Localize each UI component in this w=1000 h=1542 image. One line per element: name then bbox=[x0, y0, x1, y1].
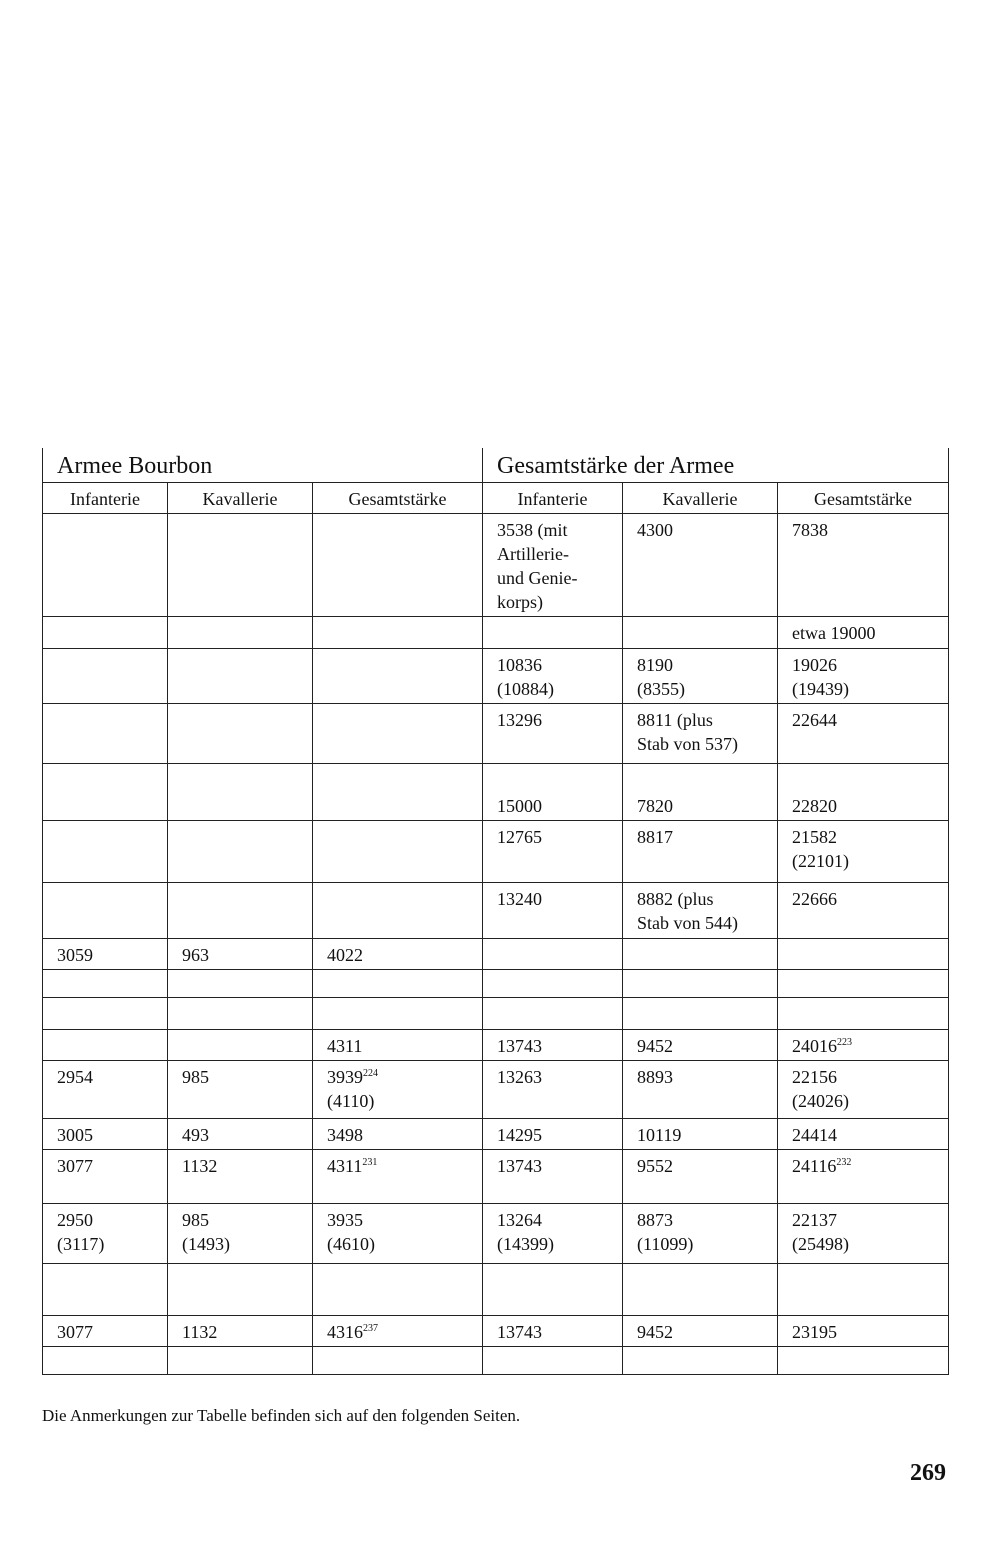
table-cell bbox=[313, 1264, 483, 1316]
cell-value: 2954 bbox=[57, 1067, 93, 1087]
table-cell bbox=[43, 939, 168, 970]
table-cell bbox=[168, 998, 313, 1030]
cell-value: 8873 bbox=[637, 1210, 673, 1230]
table-cell bbox=[43, 998, 168, 1030]
table-cell bbox=[778, 649, 949, 704]
table-row bbox=[43, 1264, 949, 1316]
group-header-gesamtstaerke: Gesamtstärke der Armee bbox=[483, 448, 949, 483]
table-cell bbox=[778, 998, 949, 1030]
cell-value: 23195 bbox=[792, 1322, 837, 1342]
table-cell bbox=[623, 514, 778, 617]
cell-value: Stab von 544) bbox=[637, 913, 738, 933]
cell-value: 3059 bbox=[57, 945, 93, 965]
table-row bbox=[43, 1030, 949, 1061]
table-footnote: Die Anmerkungen zur Tabelle befinden sich auf den folgenden Seiten. bbox=[42, 1406, 521, 1425]
table-cell bbox=[313, 1030, 483, 1061]
table-row bbox=[43, 970, 949, 998]
cell-value: (14399) bbox=[497, 1234, 554, 1254]
table-cell bbox=[623, 821, 778, 883]
footnote-marker: 224 bbox=[363, 1068, 378, 1079]
cell-value: etwa 19000 bbox=[792, 623, 876, 643]
table-cell bbox=[168, 514, 313, 617]
table-cell bbox=[778, 1347, 949, 1375]
cell-value: 1132 bbox=[182, 1322, 218, 1342]
cell-value: (11099) bbox=[637, 1234, 694, 1254]
table-cell bbox=[43, 1347, 168, 1375]
table-cell bbox=[168, 1347, 313, 1375]
table-cell bbox=[623, 1347, 778, 1375]
table-row bbox=[43, 704, 949, 764]
cell-value: Artillerie- bbox=[497, 544, 569, 564]
cell-value: 22137 bbox=[792, 1210, 837, 1230]
column-header: Kavallerie bbox=[168, 483, 313, 514]
cell-value: 4311 bbox=[327, 1036, 363, 1056]
cell-value: 8817 bbox=[637, 827, 673, 847]
table-cell bbox=[313, 1150, 483, 1204]
table-cell bbox=[623, 1204, 778, 1264]
cell-value: 8190 bbox=[637, 655, 673, 675]
table-cell bbox=[483, 1316, 623, 1347]
table-cell bbox=[778, 1204, 949, 1264]
table-row bbox=[43, 998, 949, 1030]
cell-value: 13296 bbox=[497, 710, 542, 730]
cell-value: korps) bbox=[497, 592, 543, 612]
table-row bbox=[43, 1150, 949, 1204]
table-cell bbox=[483, 617, 623, 649]
table-cell bbox=[483, 649, 623, 704]
table-cell bbox=[43, 1061, 168, 1119]
cell-value: (19439) bbox=[792, 679, 849, 699]
cell-value: 13240 bbox=[497, 889, 542, 909]
group-header-row bbox=[43, 448, 949, 483]
cell-value: 12765 bbox=[497, 827, 542, 847]
cell-value: 493 bbox=[182, 1125, 209, 1145]
table-cell bbox=[483, 970, 623, 998]
table-cell bbox=[313, 764, 483, 821]
cell-value: 3077 bbox=[57, 1322, 93, 1342]
table-cell bbox=[623, 1316, 778, 1347]
table-cell bbox=[168, 764, 313, 821]
cell-value: 9452 bbox=[637, 1322, 673, 1342]
table-row bbox=[43, 1204, 949, 1264]
table-cell bbox=[313, 1061, 483, 1119]
cell-value: 985 bbox=[182, 1210, 209, 1230]
table-cell bbox=[43, 1150, 168, 1204]
table-cell bbox=[483, 1204, 623, 1264]
table-cell bbox=[43, 514, 168, 617]
cell-value: 9552 bbox=[637, 1156, 673, 1176]
footnote-marker: 232 bbox=[836, 1157, 852, 1168]
cell-value: (4110) bbox=[327, 1091, 375, 1111]
table-cell bbox=[168, 704, 313, 764]
cell-value: und Genie- bbox=[497, 568, 578, 588]
table-cell bbox=[483, 1030, 623, 1061]
table-cell bbox=[168, 1316, 313, 1347]
table-cell bbox=[778, 1119, 949, 1150]
footnote-marker: 223 bbox=[837, 1037, 852, 1048]
table-cell bbox=[483, 998, 623, 1030]
footnote-marker: 237 bbox=[363, 1323, 378, 1334]
table-cell bbox=[483, 939, 623, 970]
cell-value: 19026 bbox=[792, 655, 837, 675]
table-cell bbox=[778, 514, 949, 617]
cell-value: 3935 bbox=[327, 1210, 363, 1230]
table-cell bbox=[778, 704, 949, 764]
table-cell bbox=[623, 970, 778, 998]
table-cell bbox=[168, 1030, 313, 1061]
table-cell bbox=[313, 514, 483, 617]
table-cell bbox=[168, 970, 313, 998]
cell-value: 13743 bbox=[497, 1322, 542, 1342]
table-cell bbox=[623, 1150, 778, 1204]
column-header: Infanterie bbox=[483, 483, 623, 514]
column-header: Gesamtstärke bbox=[313, 483, 483, 514]
table-cell bbox=[483, 764, 623, 821]
cell-value: (1493) bbox=[182, 1234, 230, 1254]
column-header: Kavallerie bbox=[623, 483, 778, 514]
table-cell bbox=[778, 1264, 949, 1316]
table-row bbox=[43, 883, 949, 939]
cell-value: 13263 bbox=[497, 1067, 542, 1087]
cell-value: 22820 bbox=[792, 796, 837, 816]
table-row bbox=[43, 1316, 949, 1347]
table-cell bbox=[168, 1119, 313, 1150]
table-row bbox=[43, 514, 949, 617]
table-cell bbox=[778, 970, 949, 998]
table-row bbox=[43, 1119, 949, 1150]
cell-value: 4022 bbox=[327, 945, 363, 965]
table-cell bbox=[313, 939, 483, 970]
table-cell bbox=[168, 1264, 313, 1316]
cell-value: 3498 bbox=[327, 1125, 363, 1145]
table-cell bbox=[483, 1061, 623, 1119]
table-cell bbox=[168, 1061, 313, 1119]
table-cell bbox=[778, 821, 949, 883]
cell-value: (8355) bbox=[637, 679, 685, 699]
table-cell bbox=[313, 970, 483, 998]
table-cell bbox=[623, 1119, 778, 1150]
table-cell bbox=[483, 1119, 623, 1150]
cell-value: 13743 bbox=[497, 1036, 542, 1056]
table-cell bbox=[43, 1316, 168, 1347]
table-cell bbox=[623, 649, 778, 704]
table-row bbox=[43, 939, 949, 970]
page-number: 269 bbox=[910, 1460, 946, 1486]
column-header-row bbox=[43, 483, 949, 514]
group-header-armee-bourbon: Armee Bourbon bbox=[43, 448, 483, 483]
table-row bbox=[43, 617, 949, 649]
table-cell bbox=[483, 1347, 623, 1375]
army-strength-table bbox=[42, 448, 949, 1375]
table-cell bbox=[623, 1061, 778, 1119]
footnote-marker: 231 bbox=[362, 1157, 378, 1168]
cell-value: 24116$^{232}$ bbox=[792, 1156, 852, 1176]
cell-value: 10119 bbox=[637, 1125, 682, 1145]
table-cell bbox=[168, 939, 313, 970]
cell-value: 3077 bbox=[57, 1156, 93, 1176]
table-row bbox=[43, 764, 949, 821]
table-cell bbox=[483, 821, 623, 883]
table-cell bbox=[313, 617, 483, 649]
cell-value: (4610) bbox=[327, 1234, 375, 1254]
cell-value: 1132 bbox=[182, 1156, 218, 1176]
table-row bbox=[43, 1347, 949, 1375]
table-cell bbox=[313, 1119, 483, 1150]
cell-value: 21582 bbox=[792, 827, 837, 847]
cell-value: 4316$^{237}$ bbox=[327, 1322, 378, 1342]
table-cell bbox=[778, 617, 949, 649]
cell-value: 15000 bbox=[497, 796, 542, 816]
cell-value: (3117) bbox=[57, 1234, 105, 1254]
table-cell bbox=[43, 649, 168, 704]
cell-value: (25498) bbox=[792, 1234, 849, 1254]
cell-value: 985 bbox=[182, 1067, 209, 1087]
cell-value: 8882 (plus bbox=[637, 889, 714, 909]
table-cell bbox=[483, 514, 623, 617]
table-cell bbox=[43, 1119, 168, 1150]
table-cell bbox=[778, 1061, 949, 1119]
cell-value: (24026) bbox=[792, 1091, 849, 1111]
table-cell bbox=[623, 704, 778, 764]
table-cell bbox=[778, 1150, 949, 1204]
cell-value: 10836 bbox=[497, 655, 542, 675]
table-cell bbox=[168, 821, 313, 883]
table-cell bbox=[313, 1316, 483, 1347]
cell-value: Stab von 537) bbox=[637, 734, 738, 754]
table-cell bbox=[43, 704, 168, 764]
table-cell bbox=[313, 821, 483, 883]
table-body bbox=[43, 514, 949, 1375]
cell-value: 13743 bbox=[497, 1156, 542, 1176]
table-cell bbox=[778, 939, 949, 970]
table-cell bbox=[43, 970, 168, 998]
table-cell bbox=[168, 649, 313, 704]
cell-value: 24016$^{223}$ bbox=[792, 1036, 852, 1056]
table-cell bbox=[313, 1347, 483, 1375]
column-header: Infanterie bbox=[43, 483, 168, 514]
cell-value: 8811 (plus bbox=[637, 710, 713, 730]
table-row bbox=[43, 821, 949, 883]
table-cell bbox=[313, 998, 483, 1030]
table-cell bbox=[623, 939, 778, 970]
cell-value: 3939$^{224}$ bbox=[327, 1067, 378, 1087]
table-row bbox=[43, 1061, 949, 1119]
table-cell bbox=[313, 704, 483, 764]
table-cell bbox=[313, 1204, 483, 1264]
table-cell bbox=[483, 704, 623, 764]
cell-value: 13264 bbox=[497, 1210, 542, 1230]
cell-value: 8893 bbox=[637, 1067, 673, 1087]
table-cell bbox=[623, 883, 778, 939]
table-cell bbox=[43, 617, 168, 649]
table-cell bbox=[43, 883, 168, 939]
cell-value: 24414 bbox=[792, 1125, 837, 1145]
table-cell bbox=[623, 617, 778, 649]
cell-value: 14295 bbox=[497, 1125, 542, 1145]
cell-value: 7838 bbox=[792, 520, 828, 540]
cell-value: 22156 bbox=[792, 1067, 837, 1087]
table-cell bbox=[168, 617, 313, 649]
cell-value: 2950 bbox=[57, 1210, 93, 1230]
table-cell bbox=[483, 1150, 623, 1204]
table-cell bbox=[168, 1204, 313, 1264]
table-cell bbox=[43, 1204, 168, 1264]
table-cell bbox=[623, 1030, 778, 1061]
cell-value: 22644 bbox=[792, 710, 837, 730]
table-cell bbox=[43, 1264, 168, 1316]
cell-value: 3538 (mit bbox=[497, 520, 568, 540]
table-cell bbox=[483, 883, 623, 939]
cell-value: 4300 bbox=[637, 520, 673, 540]
table-cell bbox=[43, 821, 168, 883]
table-cell bbox=[623, 764, 778, 821]
cell-value: 963 bbox=[182, 945, 209, 965]
column-header: Gesamtstärke bbox=[778, 483, 949, 514]
table-cell bbox=[778, 883, 949, 939]
table-cell bbox=[313, 649, 483, 704]
table-cell bbox=[778, 764, 949, 821]
table-cell bbox=[43, 764, 168, 821]
table-cell bbox=[483, 1264, 623, 1316]
table-cell bbox=[168, 1150, 313, 1204]
table-cell bbox=[778, 1030, 949, 1061]
table-row bbox=[43, 649, 949, 704]
cell-value: 7820 bbox=[637, 796, 673, 816]
table-cell bbox=[623, 998, 778, 1030]
cell-value: 22666 bbox=[792, 889, 837, 909]
cell-value: (22101) bbox=[792, 851, 849, 871]
table-cell bbox=[778, 1316, 949, 1347]
table-cell bbox=[313, 883, 483, 939]
table-cell bbox=[168, 883, 313, 939]
table-cell bbox=[623, 1264, 778, 1316]
cell-value: (10884) bbox=[497, 679, 554, 699]
table-cell bbox=[43, 1030, 168, 1061]
cell-value: 9452 bbox=[637, 1036, 673, 1056]
cell-value: 4311$^{231}$ bbox=[327, 1156, 378, 1176]
cell-value: 3005 bbox=[57, 1125, 93, 1145]
